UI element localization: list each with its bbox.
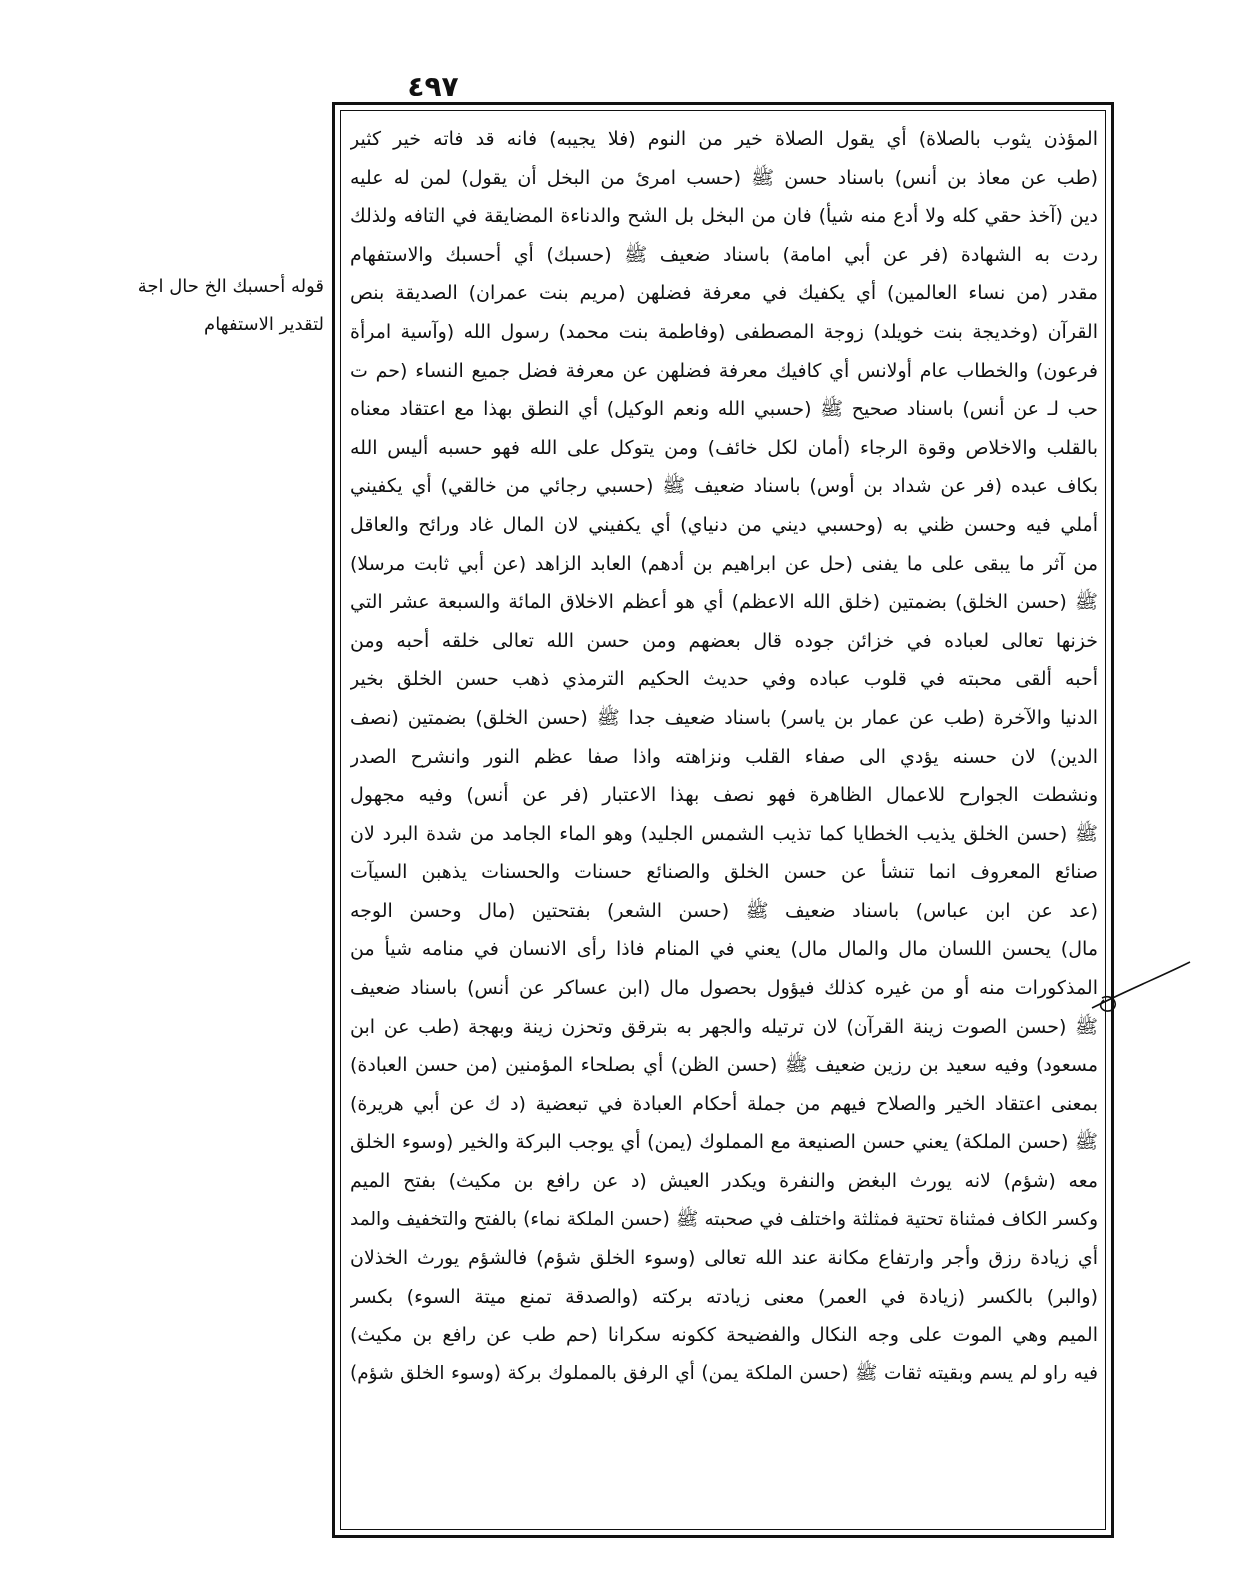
text-line: المؤذن يثوب بالصلاة) أي يقول الصلاة خير من النوم (فلا يجيبه) فانه قد فاته خير كثير	[350, 128, 1098, 150]
text-line: مسعود) وفيه سعيد بن رزين ضعيف ﷺ (حسن الظن) أي بصلحاء المؤمنين (من حسن العبادة)	[350, 1054, 1098, 1077]
text-line: صنائع المعروف انما تنشأ عن حسن الخلق والصنائع حسنات والحسنات يذهبن السيآت	[350, 861, 1098, 884]
text-line: بكاف عبده (فر عن شداد بن أوس) باسناد ضعيف ﷺ (حسبي رجائي من خالقي) أي يكفيني	[350, 475, 1098, 498]
text-line: ﷺ (حسن الصوت زينة القرآن) لان ترتيله والجهر به بترقق وتحزن زينة وبهجة (طب عن ابن	[350, 1015, 1098, 1038]
text-line: (عد عن ابن عباس) باسناد ضعيف ﷺ (حسن الشعر) بفتحتين (مال وحسن الوجه	[350, 899, 1098, 922]
text-line: (طب عن معاذ بن أنس) باسناد حسن ﷺ (حسب امرئ من البخل أن يقول) لمن له عليه	[350, 166, 1098, 189]
text-line: معه (شؤم) لانه يورث البغض والنفرة ويكدر العيش (د عن رافع بن مكيث) بفتح الميم	[350, 1170, 1098, 1193]
page-number: ٤٩٧	[407, 70, 459, 103]
text-line: مقدر (من نساء العالمين) أي يكفيك في معرفة فضلهن (مريم بنت عمران) الصديقة بنص	[350, 282, 1098, 305]
text-line: خزنها تعالى لعباده في خزائن جوده قال بعضهم ومن حسن الله تعالى خلقه أحبه ومن	[350, 629, 1098, 652]
text-line: ﷺ (حسن الخلق يذيب الخطايا كما تذيب الشمس الجليد) وهو الماء الجامد من شدة البرد لان	[350, 822, 1098, 845]
text-line: القرآن (وخديجة بنت خويلد) زوجة المصطفى (وفاطمة بنت محمد) رسول الله (وآسية امرأة	[350, 320, 1098, 343]
text-line: الميم وهي الموت على وجه النكال والفضيحة ككونه سكرانا (حم طب عن رافع بن مكيث)	[350, 1324, 1098, 1347]
text-line: بالقلب والاخلاص وقوة الرجاء (أمان لكل خائف) ومن يتوكل على الله فهو حسبه أليس الله	[350, 436, 1098, 459]
text-line: ﷺ (حسن الخلق) بضمتين (خلق الله الاعظم) أي هو أعظم الاخلاق المائة والسبعة عشر التي	[350, 591, 1098, 614]
text-line: مال) يحسن اللسان مال والمال مال) يعني في المنام فاذا رأى الانسان في منامه شيأ من	[350, 938, 1098, 961]
text-line: المذكورات منه أو من غيره كذلك فيؤول بحصول مال (ابن عساكر عن أنس) باسناد ضعيف	[350, 977, 1098, 1000]
text-line: فرعون) والخطاب عام أولانس أي كافيك معرفة فضلهن عن معرفة فضل جميع النساء (حم ت	[350, 359, 1098, 382]
text-line: وكسر الكاف فمثناة تحتية فمثلثة واختلف في صحبته ﷺ (حسن الملكة نماء) بالفتح والتخفيف والمد	[350, 1208, 1098, 1230]
text-line: بمعنى اعتقاد الخير والصلاح فيهم من جملة أحكام العبادة في تبعضية (د ك عن أبي هريرة)	[350, 1092, 1098, 1115]
text-line: فيه راو لم يسم وبقيته ثقات ﷺ (حسن الملكة يمن) أي الرفق بالمملوك بركة (وسوء الخلق شؤم)	[350, 1363, 1098, 1384]
main-text-block	[350, 120, 1098, 1520]
text-line: الدنيا والآخرة (طب عن عمار بن ياسر) باسناد ضعيف جدا ﷺ (حسن الخلق) بضمتين (نصف	[350, 706, 1098, 729]
text-line: الدين) لان حسنه يؤدي الى صفاء القلب ونزاهته واذا صفا عظم النور وانشرح الصدر	[350, 745, 1098, 768]
text-line: أملي فيه وحسن ظني به (وحسبي ديني من دنياي) أي يكفيني لان المال غاد ورائح والعاقل	[350, 513, 1098, 536]
margin-note-line: قوله أحسبك الخ حال اجة	[137, 276, 324, 297]
text-line: أي زيادة رزق وأجر وارتفاع مكانة عند الله تعالى (وسوء الخلق شؤم) فالشؤم يورث الخذلان	[350, 1247, 1098, 1270]
margin-note-line: لتقدير الاستفهام	[204, 314, 324, 335]
text-line: من آثر ما يبقى على ما يفنى (حل عن ابراهيم بن أدهم) العابد الزاهد (عن أبي ثابت مرسلا)	[350, 552, 1098, 575]
text-line: أحبه ألقى محبته في قلوب عباده وفي حديث الحكيم الترمذي ذهب حسن الخلق بخير	[350, 668, 1098, 691]
text-line: ونشطت الجوارح للاعمال الظاهرة فهو نصف بهذا الاعتبار (فر عن أنس) وفيه مجهول	[350, 784, 1098, 807]
margin-note	[102, 268, 324, 344]
text-line: ردت به الشهادة (فر عن أبي امامة) باسناد ضعيف ﷺ (حسبك) أي أحسبك والاستفهام	[350, 243, 1098, 266]
text-line: حب لـ عن أنس) باسناد صحيح ﷺ (حسبي الله ونعم الوكيل) أي النطق بهذا مع اعتقاد معناه	[350, 398, 1098, 421]
text-line: دين (آخذ حقي كله ولا أدع منه شيأ) فان من البخل بل الشح والدناءة المضايقة في التافه ولذلك	[350, 205, 1098, 228]
text-line: (والبر) بالكسر (زيادة في العمر) معنى زيادته بركته (والصدقة تمنع ميتة السوء) بكسر	[350, 1285, 1098, 1308]
text-line: ﷺ (حسن الملكة) يعني حسن الصنيعة مع المملوك (يمن) أي يوجب البركة والخير (وسوء الخلق	[350, 1131, 1098, 1154]
